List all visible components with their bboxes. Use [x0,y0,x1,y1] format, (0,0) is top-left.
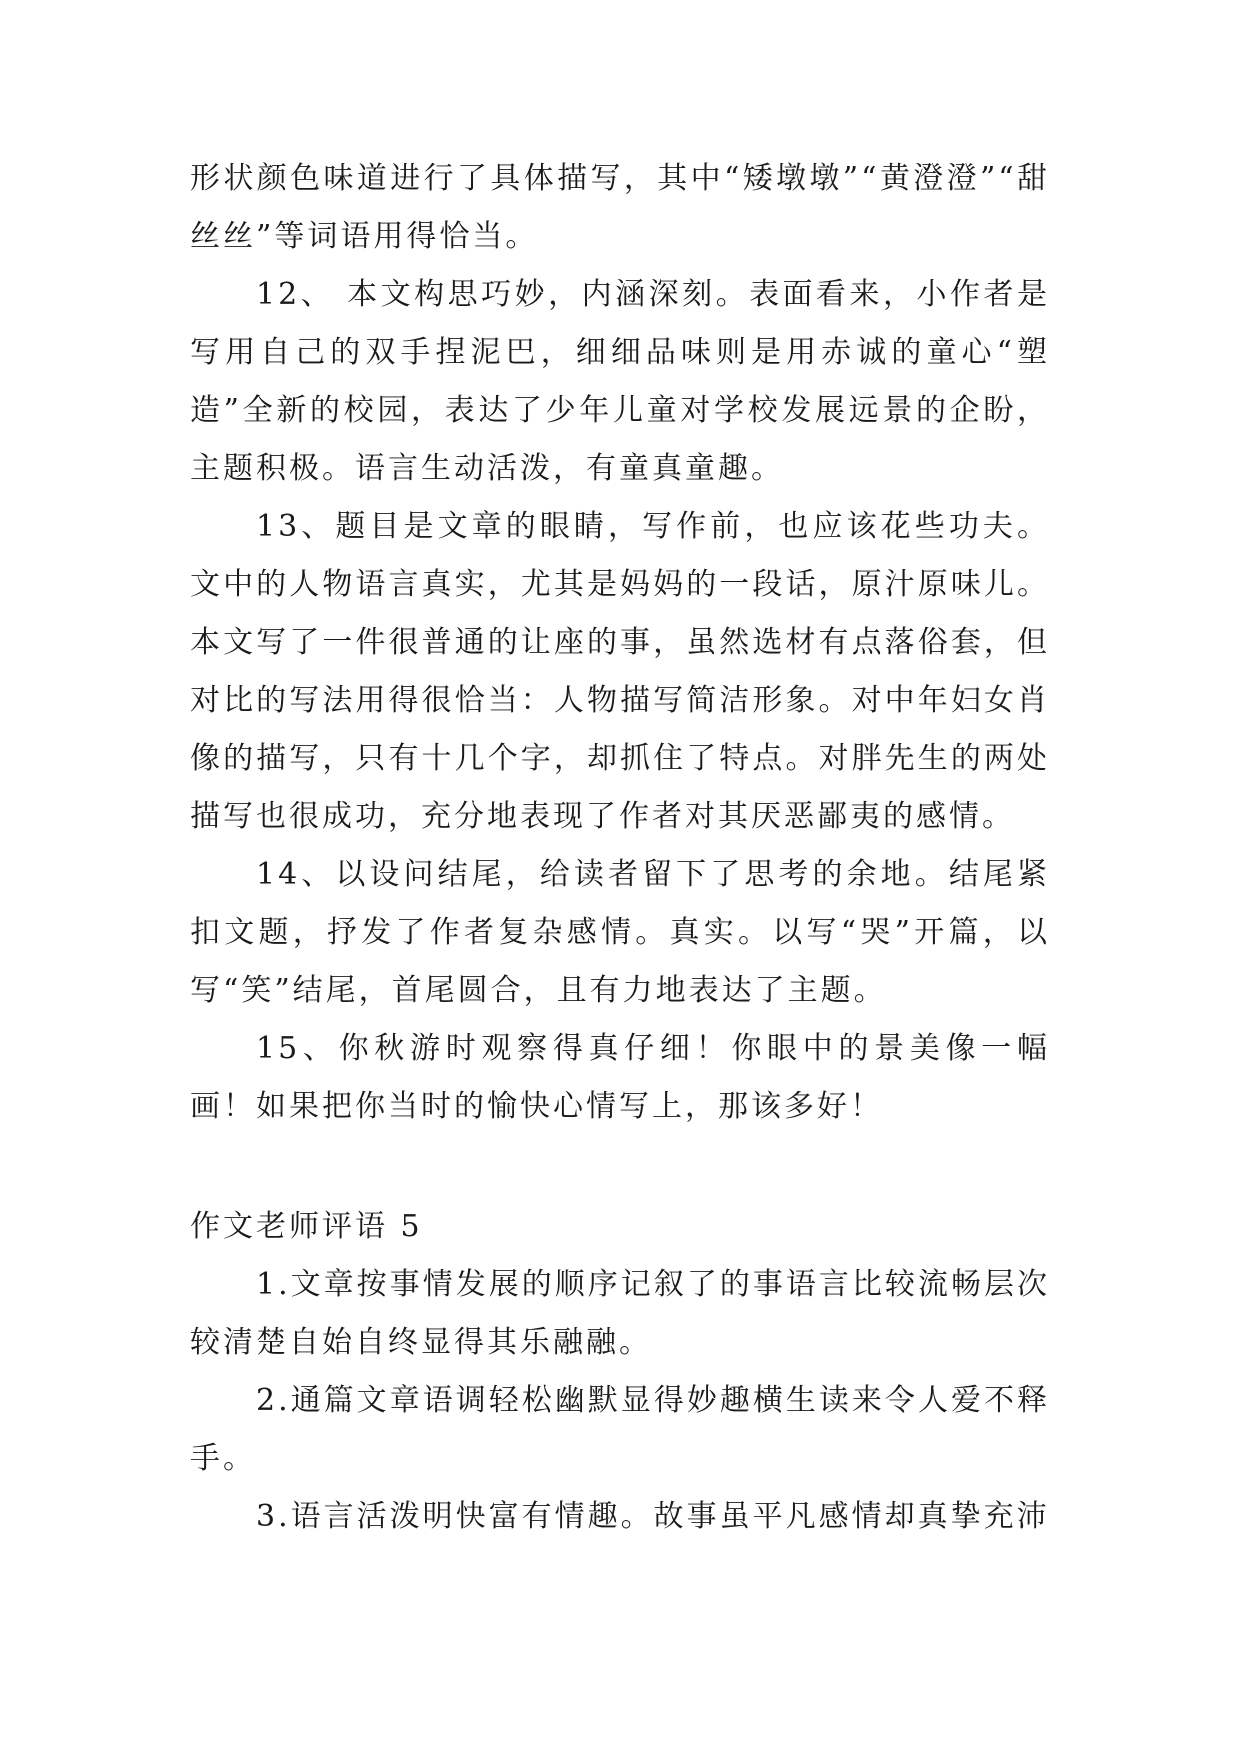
comment-1: 1.文章按事情发展的顺序记叙了的事语言比较流畅层次较清楚自始自终显得其乐融融。 [190,1267,1050,1360]
paragraph-13: 13、题目是文章的眼睛，写作前，也应该花些功夫。文中的人物语言真实，尤其是妈妈的一段话，原汁原味儿。本文写了一件很普通的让座的事，虽然选材有点落俗套，但对比的写法用得很恰当：人物描写简洁形象。对中年妇女肖像的描写，只有十几个字，却抓住了特点。对胖先生的两处描写也很成功，充分地表现了作者对其厌恶鄙夷的感情。 [190,509,1050,834]
paragraph-14: 14、以设问结尾，给读者留下了思考的余地。结尾紧扣文题，抒发了作者复杂感情。真实。以写“哭”开篇，以写“笑”结尾，首尾圆合，且有力地表达了主题。 [190,857,1050,1008]
comment-2: 2.通篇文章语调轻松幽默显得妙趣横生读来令人爱不释手。 [190,1383,1050,1476]
document-page [190,150,1050,1546]
section-title: 作文老师评语 5 [190,1209,423,1244]
paragraph-0: 形状颜色味道进行了具体描写，其中“矮墩墩”“黄澄澄”“甜丝丝”等词语用得恰当。 [190,161,1050,254]
section-gap [190,1136,1050,1198]
comment-3: 3.语言活泼明快富有情趣。故事虽平凡感情却真挚充沛 [256,1499,1050,1534]
paragraph-12: 12、 本文构思巧妙，内涵深刻。表面看来，小作者是写用自己的双手捏泥巴，细细品味则是用赤诚的童心“塑造”全新的校园，表达了少年儿童对学校发展远景的企盼，主题积极。语言生动活泼，有童真童趣。 [190,277,1050,486]
paragraph-15: 15、你秋游时观察得真仔细！你眼中的景美像一幅画！如果把你当时的愉快心情写上，那该多好！ [190,1031,1050,1124]
